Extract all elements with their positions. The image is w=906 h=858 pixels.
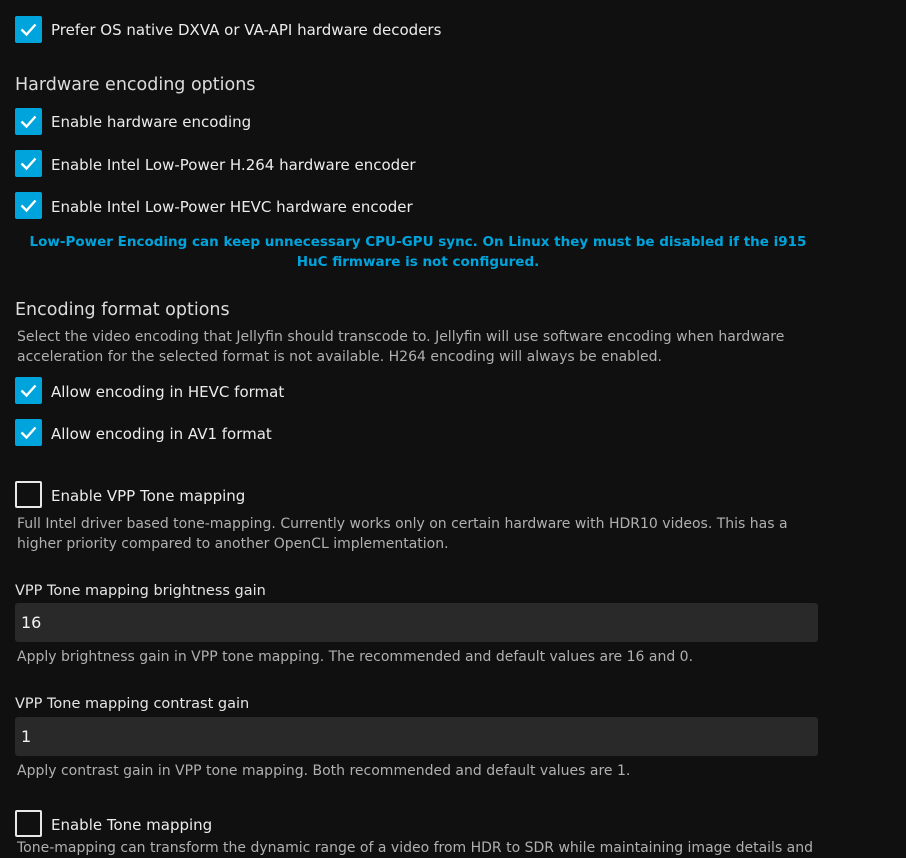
enable-hardware-encoding-checkbox[interactable] <box>15 108 42 135</box>
vpp-contrast-label: VPP Tone mapping contrast gain <box>15 696 250 712</box>
enable-tone-mapping-label: Enable Tone mapping <box>51 816 213 834</box>
encoding-format-description: Select the video encoding that Jellyfin should transcode to. Jellyfin will use software encoding when hardware acceleration for the selected format is not available. H264 encoding will always be enabled. <box>17 329 785 365</box>
enable-vpp-tone-mapping-checkbox[interactable] <box>15 481 42 508</box>
allow-av1-checkbox[interactable] <box>15 419 42 446</box>
checkmark-icon <box>18 380 39 401</box>
hardware-encoding-title: Hardware encoding options <box>15 75 256 95</box>
enable-tone-mapping-checkbox[interactable] <box>15 810 42 837</box>
checkmark-icon <box>18 153 39 174</box>
allow-hevc-label: Allow encoding in HEVC format <box>51 383 285 401</box>
vpp-contrast-help: Apply contrast gain in VPP tone mapping. Both recommended and default values are 1. <box>17 763 631 779</box>
intel-lowpower-h264-label: Enable Intel Low-Power H.264 hardware encoder <box>51 156 416 174</box>
lowpower-warning-text: Low-Power Encoding can keep unnecessary CPU-GPU sync. On Linux they must be disabled if the i915 HuC firmware is not configured. <box>29 234 807 270</box>
vpp-contrast-input[interactable] <box>15 717 818 756</box>
vpp-brightness-label: VPP Tone mapping brightness gain <box>15 583 266 599</box>
checkmark-icon <box>18 19 39 40</box>
checkmark-icon <box>18 111 39 132</box>
checkmark-icon <box>18 422 39 443</box>
vpp-brightness-help: Apply brightness gain in VPP tone mapping. The recommended and default values are 16 and 0. <box>17 649 694 665</box>
intel-lowpower-h264-checkbox[interactable] <box>15 150 42 177</box>
checkmark-icon <box>18 195 39 216</box>
prefer-native-decoders-label: Prefer OS native DXVA or VA-API hardware decoders <box>51 21 442 39</box>
vpp-tone-mapping-description: Full Intel driver based tone-mapping. Currently works only on certain hardware with HDR10 videos. This has a higher priority compared to another OpenCL implementation. <box>17 516 788 552</box>
intel-lowpower-hevc-label: Enable Intel Low-Power HEVC hardware encoder <box>51 198 413 216</box>
intel-lowpower-hevc-checkbox[interactable] <box>15 192 42 219</box>
allow-hevc-checkbox[interactable] <box>15 377 42 404</box>
prefer-native-decoders-checkbox[interactable] <box>15 16 42 43</box>
tone-mapping-description: Tone-mapping can transform the dynamic range of a video from HDR to SDR while maintaining image details and <box>17 840 814 856</box>
enable-vpp-tone-mapping-label: Enable VPP Tone mapping <box>51 487 246 505</box>
enable-hardware-encoding-label: Enable hardware encoding <box>51 113 252 131</box>
encoding-format-title: Encoding format options <box>15 300 230 320</box>
vpp-brightness-input[interactable] <box>15 603 818 642</box>
allow-av1-label: Allow encoding in AV1 format <box>51 425 272 443</box>
